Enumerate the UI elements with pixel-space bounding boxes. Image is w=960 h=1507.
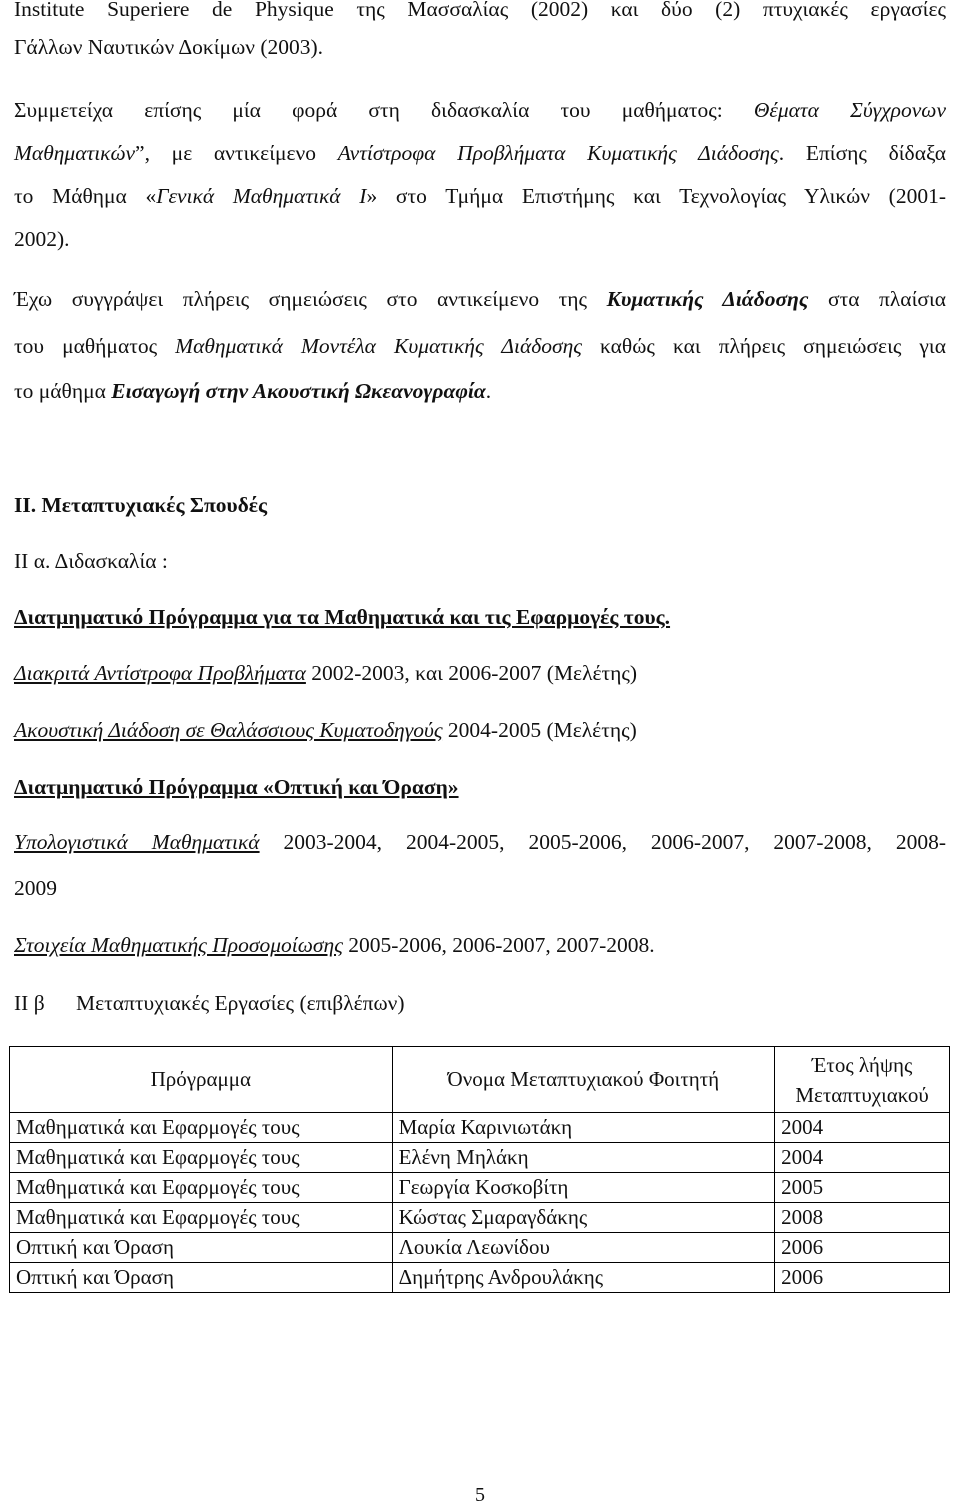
course-line	[14, 933, 946, 958]
course-line	[14, 830, 946, 855]
cell-student: Ελένη Μηλάκη	[392, 1143, 775, 1173]
cell-student: Κώστας Σμαραγδάκης	[392, 1203, 775, 1233]
text-span: Institute Superiere de Physique της Μασσαλίας (2002) και δύο (2) πτυχιακές εργασίες	[14, 0, 946, 21]
cell-year: 2006	[775, 1233, 950, 1263]
course-title: Εισαγωγή στην Ακουστική Ωκεανογραφία	[111, 379, 486, 403]
header-year-line2: Μεταπτυχιακού	[795, 1082, 929, 1107]
subsection-heading: ΙΙ α. Διδασκαλία :	[14, 549, 168, 573]
cell-student: Λουκία Λεωνίδου	[392, 1233, 775, 1263]
course-years: 2009	[14, 876, 57, 900]
table-row	[10, 1143, 950, 1173]
text-span: το μάθημα	[14, 379, 112, 403]
course-title: Διακριτά Αντίστροφα Προβλήματα	[14, 661, 306, 685]
cell-program: Μαθηματικά και Εφαρμογές τους	[10, 1113, 393, 1143]
paragraph-line	[14, 35, 946, 60]
table-row	[10, 1233, 950, 1263]
paragraph-line	[14, 227, 946, 252]
cell-year: 2005	[775, 1173, 950, 1203]
course-years: 2002-2003, και 2006-2007 (Μελέτης)	[305, 661, 638, 685]
subsection-heading	[14, 991, 946, 1016]
section-heading: ΙΙ. Μεταπτυχιακές Σπουδές	[14, 493, 268, 517]
table-row	[10, 1203, 950, 1233]
cell-program: Μαθηματικά και Εφαρμογές τους	[10, 1203, 393, 1233]
course-title: Στοιχεία Μαθηματικής Προσομοίωσης	[14, 933, 343, 957]
cell-year: 2004	[775, 1143, 950, 1173]
cell-year: 2004	[775, 1113, 950, 1143]
header-student: Όνομα Μεταπτυχιακού Φοιτητή	[392, 1047, 775, 1113]
header-year	[775, 1047, 950, 1113]
text-span: του μαθήματος	[14, 334, 176, 358]
course-line	[14, 661, 946, 686]
course-title: Γενικά Μαθηματικά Ι	[156, 184, 367, 208]
text-span: . Επίσης δίδαξα	[778, 141, 947, 165]
text-span: 2002).	[14, 227, 70, 251]
cell-program: Μαθηματικά και Εφαρμογές τους	[10, 1143, 393, 1173]
program-title: Διατμηματικό Πρόγραμμα για τα Μαθηματικά και τις Εφαρμογές τους.	[14, 605, 671, 629]
course-subject: Αντίστροφα Προβλήματα Κυματικής Διάδοσης	[337, 141, 779, 165]
subsection-title: Μεταπτυχιακές Εργασίες (επιβλέπων)	[76, 991, 405, 1015]
text-span: ”, με αντικείμενο	[135, 141, 338, 165]
table-row	[10, 1173, 950, 1203]
subsection-label: ΙΙ β	[14, 991, 45, 1015]
paragraph-line	[14, 98, 946, 123]
cell-program: Μαθηματικά και Εφαρμογές τους	[10, 1173, 393, 1203]
table-row	[10, 1113, 950, 1143]
course-title: Μαθηματικών	[14, 141, 136, 165]
course-years: 2005-2006, 2006-2007, 2007-2008.	[342, 933, 655, 957]
page-number: 5	[475, 1484, 485, 1506]
cell-year: 2008	[775, 1203, 950, 1233]
header-year-line1: Έτος λήψης	[811, 1052, 913, 1077]
cell-student: Δημήτρης Ανδρουλάκης	[392, 1263, 775, 1293]
table-header-row	[10, 1047, 950, 1113]
course-line	[14, 876, 946, 901]
cell-program: Οπτική και Όραση	[10, 1263, 393, 1293]
paragraph-line	[14, 379, 946, 404]
text-span: .	[485, 379, 492, 403]
text-span: Συμμετείχα επίσης μία φορά στη διδασκαλία του μαθήματος:	[14, 98, 754, 122]
course-title: Ακουστική Διάδοση σε Θαλάσσιους Κυματοδηγούς	[14, 718, 443, 742]
theses-table	[9, 1046, 950, 1293]
course-years: 2004-2005 (Μελέτης)	[442, 718, 637, 742]
paragraph-line	[14, 0, 946, 22]
cell-student: Γεωργία Κοσκοβίτη	[392, 1173, 775, 1203]
course-title: Υπολογιστικά Μαθηματικά	[14, 830, 260, 854]
course-years: 2003-2004, 2004-2005, 2005-2006, 2006-2007, 2007-2008, 2008-	[259, 830, 946, 854]
table-row	[10, 1263, 950, 1293]
text-span: το Μάθημα «	[14, 184, 157, 208]
cell-program: Οπτική και Όραση	[10, 1233, 393, 1263]
text-span: στα πλαίσια	[808, 287, 946, 311]
text-span: Έχω συγγράψει πλήρεις σημειώσεις στο αντικείμενο της	[14, 287, 607, 311]
text-span: Γάλλων Ναυτικών Δοκίμων (2003).	[14, 35, 324, 59]
course-title: Μαθηματικά Μοντέλα Κυματικής Διάδοσης	[175, 334, 582, 358]
paragraph-line	[14, 334, 946, 359]
paragraph-line	[14, 184, 946, 209]
header-program: Πρόγραμμα	[10, 1047, 393, 1113]
subject-title: Κυματικής Διάδοσης	[606, 287, 809, 311]
course-line	[14, 718, 946, 743]
program-title: Διατμηματικό Πρόγραμμα «Οπτική και Όραση»	[14, 775, 459, 799]
cell-student: Μαρία Καρινιωτάκη	[392, 1113, 775, 1143]
cell-year: 2006	[775, 1263, 950, 1293]
paragraph-line	[14, 141, 946, 166]
text-span: » στο Τμήμα Επιστήμης και Τεχνολογίας Υλικών (2001-	[366, 184, 946, 208]
course-title: Θέματα Σύγχρονων	[753, 98, 946, 122]
paragraph-line	[14, 287, 946, 312]
text-span: καθώς και πλήρεις σημειώσεις για	[581, 334, 946, 358]
